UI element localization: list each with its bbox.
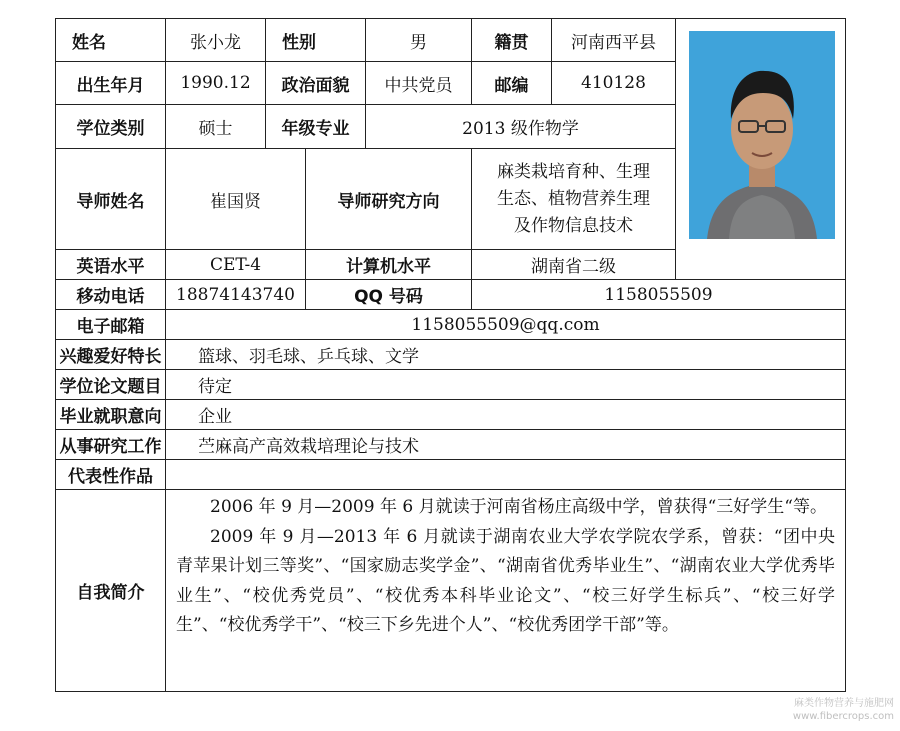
label-computer: 计算机水平 (306, 250, 472, 280)
value-birth: 1990.12 (166, 62, 266, 105)
advisor-direction-line-3: 及作物信息技术 (514, 215, 633, 236)
value-research: 苎麻高产高效栽培理论与技术 (166, 430, 846, 460)
value-self-intro (166, 490, 846, 692)
label-name-value: 姓名 (72, 32, 106, 53)
value-political: 中共党员 (366, 62, 472, 105)
label-career: 毕业就职意向 (56, 400, 166, 430)
label-gender (266, 19, 366, 62)
value-postcode: 410128 (552, 62, 676, 105)
label-self-intro: 自我简介 (56, 490, 166, 692)
photo-cell (676, 19, 846, 280)
label-birth: 出生年月 (56, 62, 166, 105)
value-career: 企业 (166, 400, 846, 430)
value-hobbies: 篮球、羽毛球、乒乓球、文学 (166, 340, 846, 370)
advisor-direction-line-2: 生态、植物营养生理 (497, 188, 650, 209)
self-intro-paragraph-2: 2009 年 9 月—2013 年 6 月就读于湖南农业大学农学院农学系，曾获：“团中央青苹果计划三等奖”、“国家励志奖学金”、“湖南省优秀毕业生”、“湖南农业大学优秀毕业生”、“校优秀党员”、“校优秀本科毕业论文”、“校三好学生标兵”、“校三好学生”、“校优秀学干”、“校三下乡先进个人”、“校优秀团学干部”等。 (176, 526, 835, 635)
label-email: 电子邮箱 (56, 310, 166, 340)
value-advisor: 崔国贤 (166, 149, 306, 250)
watermark-line-1: 麻类作物营养与施肥网 (794, 698, 894, 709)
label-name (56, 19, 166, 62)
label-mobile: 移动电话 (56, 280, 166, 310)
label-native-place: 籍贯 (472, 19, 552, 62)
label-political: 政治面貌 (266, 62, 366, 105)
value-thesis: 待定 (166, 370, 846, 400)
value-name: 张小龙 (166, 19, 266, 62)
watermark-line-2: www.fibercrops.com (792, 711, 894, 722)
label-english: 英语水平 (56, 250, 166, 280)
label-thesis: 学位论文题目 (56, 370, 166, 400)
value-degree-type: 硕士 (166, 105, 266, 149)
self-intro-paragraph-1: 2006 年 9 月—2009 年 6 月就读于河南省杨庄高级中学，曾获得“三好学生“等。 (210, 497, 827, 517)
value-native-place: 河南西平县 (552, 19, 676, 62)
label-name-text (56, 28, 165, 53)
value-grade-major: 2013 级作物学 (366, 105, 676, 149)
value-computer: 湖南省二级 (472, 250, 676, 280)
value-works (166, 460, 846, 490)
value-gender: 男 (366, 19, 472, 62)
label-qq: QQ 号码 (306, 280, 472, 310)
portrait-image (689, 31, 835, 239)
label-hobbies: 兴趣爱好特长 (56, 340, 166, 370)
label-advisor-direction: 导师研究方向 (306, 149, 472, 250)
label-grade-major: 年级专业 (266, 105, 366, 149)
label-gender-value: 性别 (282, 32, 316, 53)
label-advisor: 导师姓名 (56, 149, 166, 250)
label-works: 代表性作品 (56, 460, 166, 490)
label-degree-type: 学位类别 (56, 105, 166, 149)
value-english: CET-4 (166, 250, 306, 280)
site-watermark (793, 697, 894, 723)
label-postcode: 邮编 (472, 62, 552, 105)
resume-table (55, 18, 846, 692)
label-gender-text (266, 28, 365, 53)
value-advisor-direction (472, 149, 676, 250)
value-qq: 1158055509 (472, 280, 846, 310)
value-email: 1158055509@qq.com (166, 310, 846, 340)
label-research: 从事研究工作 (56, 430, 166, 460)
value-mobile: 18874143740 (166, 280, 306, 310)
advisor-direction-line-1: 麻类栽培育种、生理 (497, 161, 650, 182)
portrait-photo (689, 31, 835, 239)
